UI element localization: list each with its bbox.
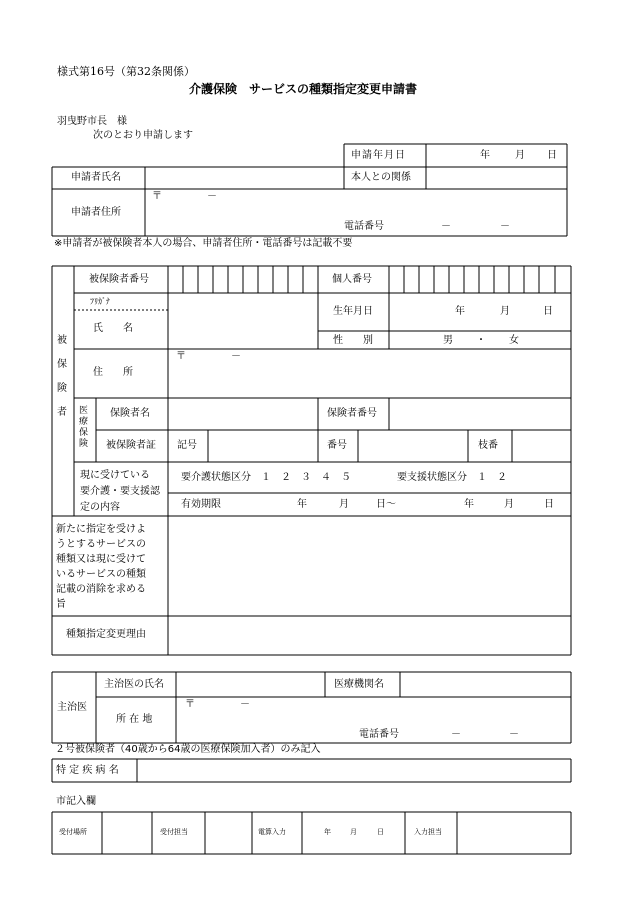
- insured-postal-dash: －: [231, 351, 241, 362]
- medical-char-1: 医: [79, 406, 89, 416]
- doctor-postal-mark: 〒: [185, 699, 195, 710]
- city-section-label: 市記入欄: [56, 796, 96, 807]
- personal-number-boxes: [404, 266, 555, 293]
- medical-char-4: 険: [79, 439, 89, 449]
- medical-insurance-label: [79, 407, 88, 451]
- application-date-day: 日: [547, 150, 557, 161]
- applicant-phone-dash2: －: [500, 221, 510, 232]
- support-level-label: 要支援状態区分 １ ２: [397, 472, 507, 483]
- validity-to-year: 年: [464, 499, 474, 510]
- doctor-section-label: 主治医: [57, 702, 87, 713]
- input-date-month: 月: [350, 828, 357, 836]
- sex-male: 男: [443, 335, 453, 346]
- card-symbol-label: 記号: [177, 440, 197, 451]
- second-insured-note: ２号被保険者（40歳から64歳の医療保険加入者）のみ記入: [55, 744, 321, 755]
- insured-char-2: 保: [57, 359, 67, 370]
- applicant-postal-mark: 〒: [152, 191, 162, 202]
- insured-name-label: 氏 名: [93, 323, 133, 334]
- input-date-day: 日: [377, 828, 384, 836]
- doctor-postal-dash: －: [240, 699, 250, 710]
- relation-label: 本人との関係: [351, 172, 411, 183]
- application-date-month: 月: [515, 150, 525, 161]
- computer-input-label: 電算入力: [258, 828, 286, 836]
- city-grid: [52, 812, 571, 854]
- current-cert-line-3: 定の内容: [80, 502, 120, 513]
- branch-number-label: 枝番: [478, 440, 498, 451]
- service-line-2: うとするサービスの: [56, 539, 146, 550]
- insured-char-3: 険: [57, 383, 67, 394]
- current-certification-label: [80, 468, 160, 516]
- insured-number-label: 被保険者番号: [89, 274, 149, 285]
- requested-service-label: [56, 522, 146, 612]
- application-date-year: 年: [480, 150, 490, 161]
- service-line-3: 種類又は現に受けて: [56, 554, 146, 565]
- doctor-location-label: 所 在 地: [116, 714, 153, 725]
- doctor-name-label: 主治医の氏名: [104, 679, 164, 690]
- sex-female: 女: [509, 335, 519, 346]
- medical-institution-label: 医療機関名: [334, 679, 384, 690]
- doctor-phone-label: 電話番号: [359, 729, 399, 740]
- doctor-phone-dash2: －: [509, 729, 519, 740]
- validity-to-month: 月: [504, 499, 514, 510]
- input-staff-label: 入力担当: [414, 828, 442, 836]
- insured-address-label: 住 所: [93, 367, 133, 378]
- form-number: 様式第16号（第32条関係）: [57, 65, 195, 78]
- reception-place-label: 受付場所: [59, 828, 87, 836]
- service-line-4: いるサービスの種類: [56, 569, 146, 580]
- sex-label: 性 別: [333, 335, 373, 346]
- validity-from-day: 日～: [376, 499, 396, 510]
- applicant-name-label: 申請者氏名: [71, 172, 121, 183]
- insured-number-boxes: [183, 266, 303, 293]
- medical-char-3: 保: [79, 428, 89, 438]
- care-level-label: 要介護状態区分 １ ２ ３ ４ ５: [181, 472, 351, 483]
- validity-from-month: 月: [339, 499, 349, 510]
- input-date-year: 年: [324, 828, 331, 836]
- medical-char-2: 療: [79, 417, 89, 427]
- validity-label: 有効期限: [181, 499, 221, 510]
- insurer-number-label: 保険者番号: [327, 408, 377, 419]
- validity-from-year: 年: [297, 499, 307, 510]
- applicant-phone-label: 電話番号: [344, 221, 384, 232]
- form-title: 介護保険 サービスの種類指定変更申請書: [189, 82, 418, 96]
- birth-month: 月: [500, 306, 510, 317]
- addressee: 羽曳野市長 様: [57, 116, 127, 127]
- furigana-label: ﾌﾘｶﾞﾅ: [90, 297, 110, 306]
- application-date-label: 申請年月日: [351, 150, 406, 161]
- personal-number-label: 個人番号: [332, 274, 372, 285]
- service-line-5: 記載の消除を求める: [56, 584, 146, 595]
- insurance-card-label: 被保険者証: [106, 440, 156, 451]
- change-reason-label: 種類指定変更理由: [66, 629, 146, 640]
- applicant-postal-dash: －: [207, 191, 217, 202]
- disease-grid: [52, 759, 571, 782]
- specific-disease-label: 特 定 疾 病 名: [56, 765, 119, 776]
- applicant-address-label: 申請者住所: [71, 207, 121, 218]
- doctor-phone-dash1: －: [451, 729, 461, 740]
- applicant-note: ※申請者が被保険者本人の場合、申請者住所・電話番号は記載不要: [54, 238, 353, 249]
- current-cert-line-2: 要介護・要支援認: [80, 486, 160, 497]
- sex-separator: ・: [476, 335, 486, 346]
- applicant-phone-dash1: －: [441, 221, 451, 232]
- insured-char-4: 者: [57, 407, 67, 418]
- insurer-name-label: 保険者名: [110, 408, 150, 419]
- insured-postal-mark: 〒: [176, 351, 186, 362]
- insured-char-1: 被: [57, 335, 67, 346]
- service-line-1: 新たに指定を受けよ: [56, 524, 146, 535]
- validity-to-day: 日: [544, 499, 554, 510]
- reception-staff-label: 受付担当: [160, 828, 188, 836]
- insured-section-label: [57, 336, 67, 432]
- birth-year: 年: [455, 306, 465, 317]
- birth-day: 日: [543, 306, 553, 317]
- current-cert-line-1: 現に受けている: [80, 470, 150, 481]
- intro-text: 次のとおり申請します: [93, 130, 193, 141]
- service-line-6: 旨: [56, 599, 66, 610]
- birth-date-label: 生年月日: [333, 306, 373, 317]
- card-number-label: 番号: [327, 440, 347, 451]
